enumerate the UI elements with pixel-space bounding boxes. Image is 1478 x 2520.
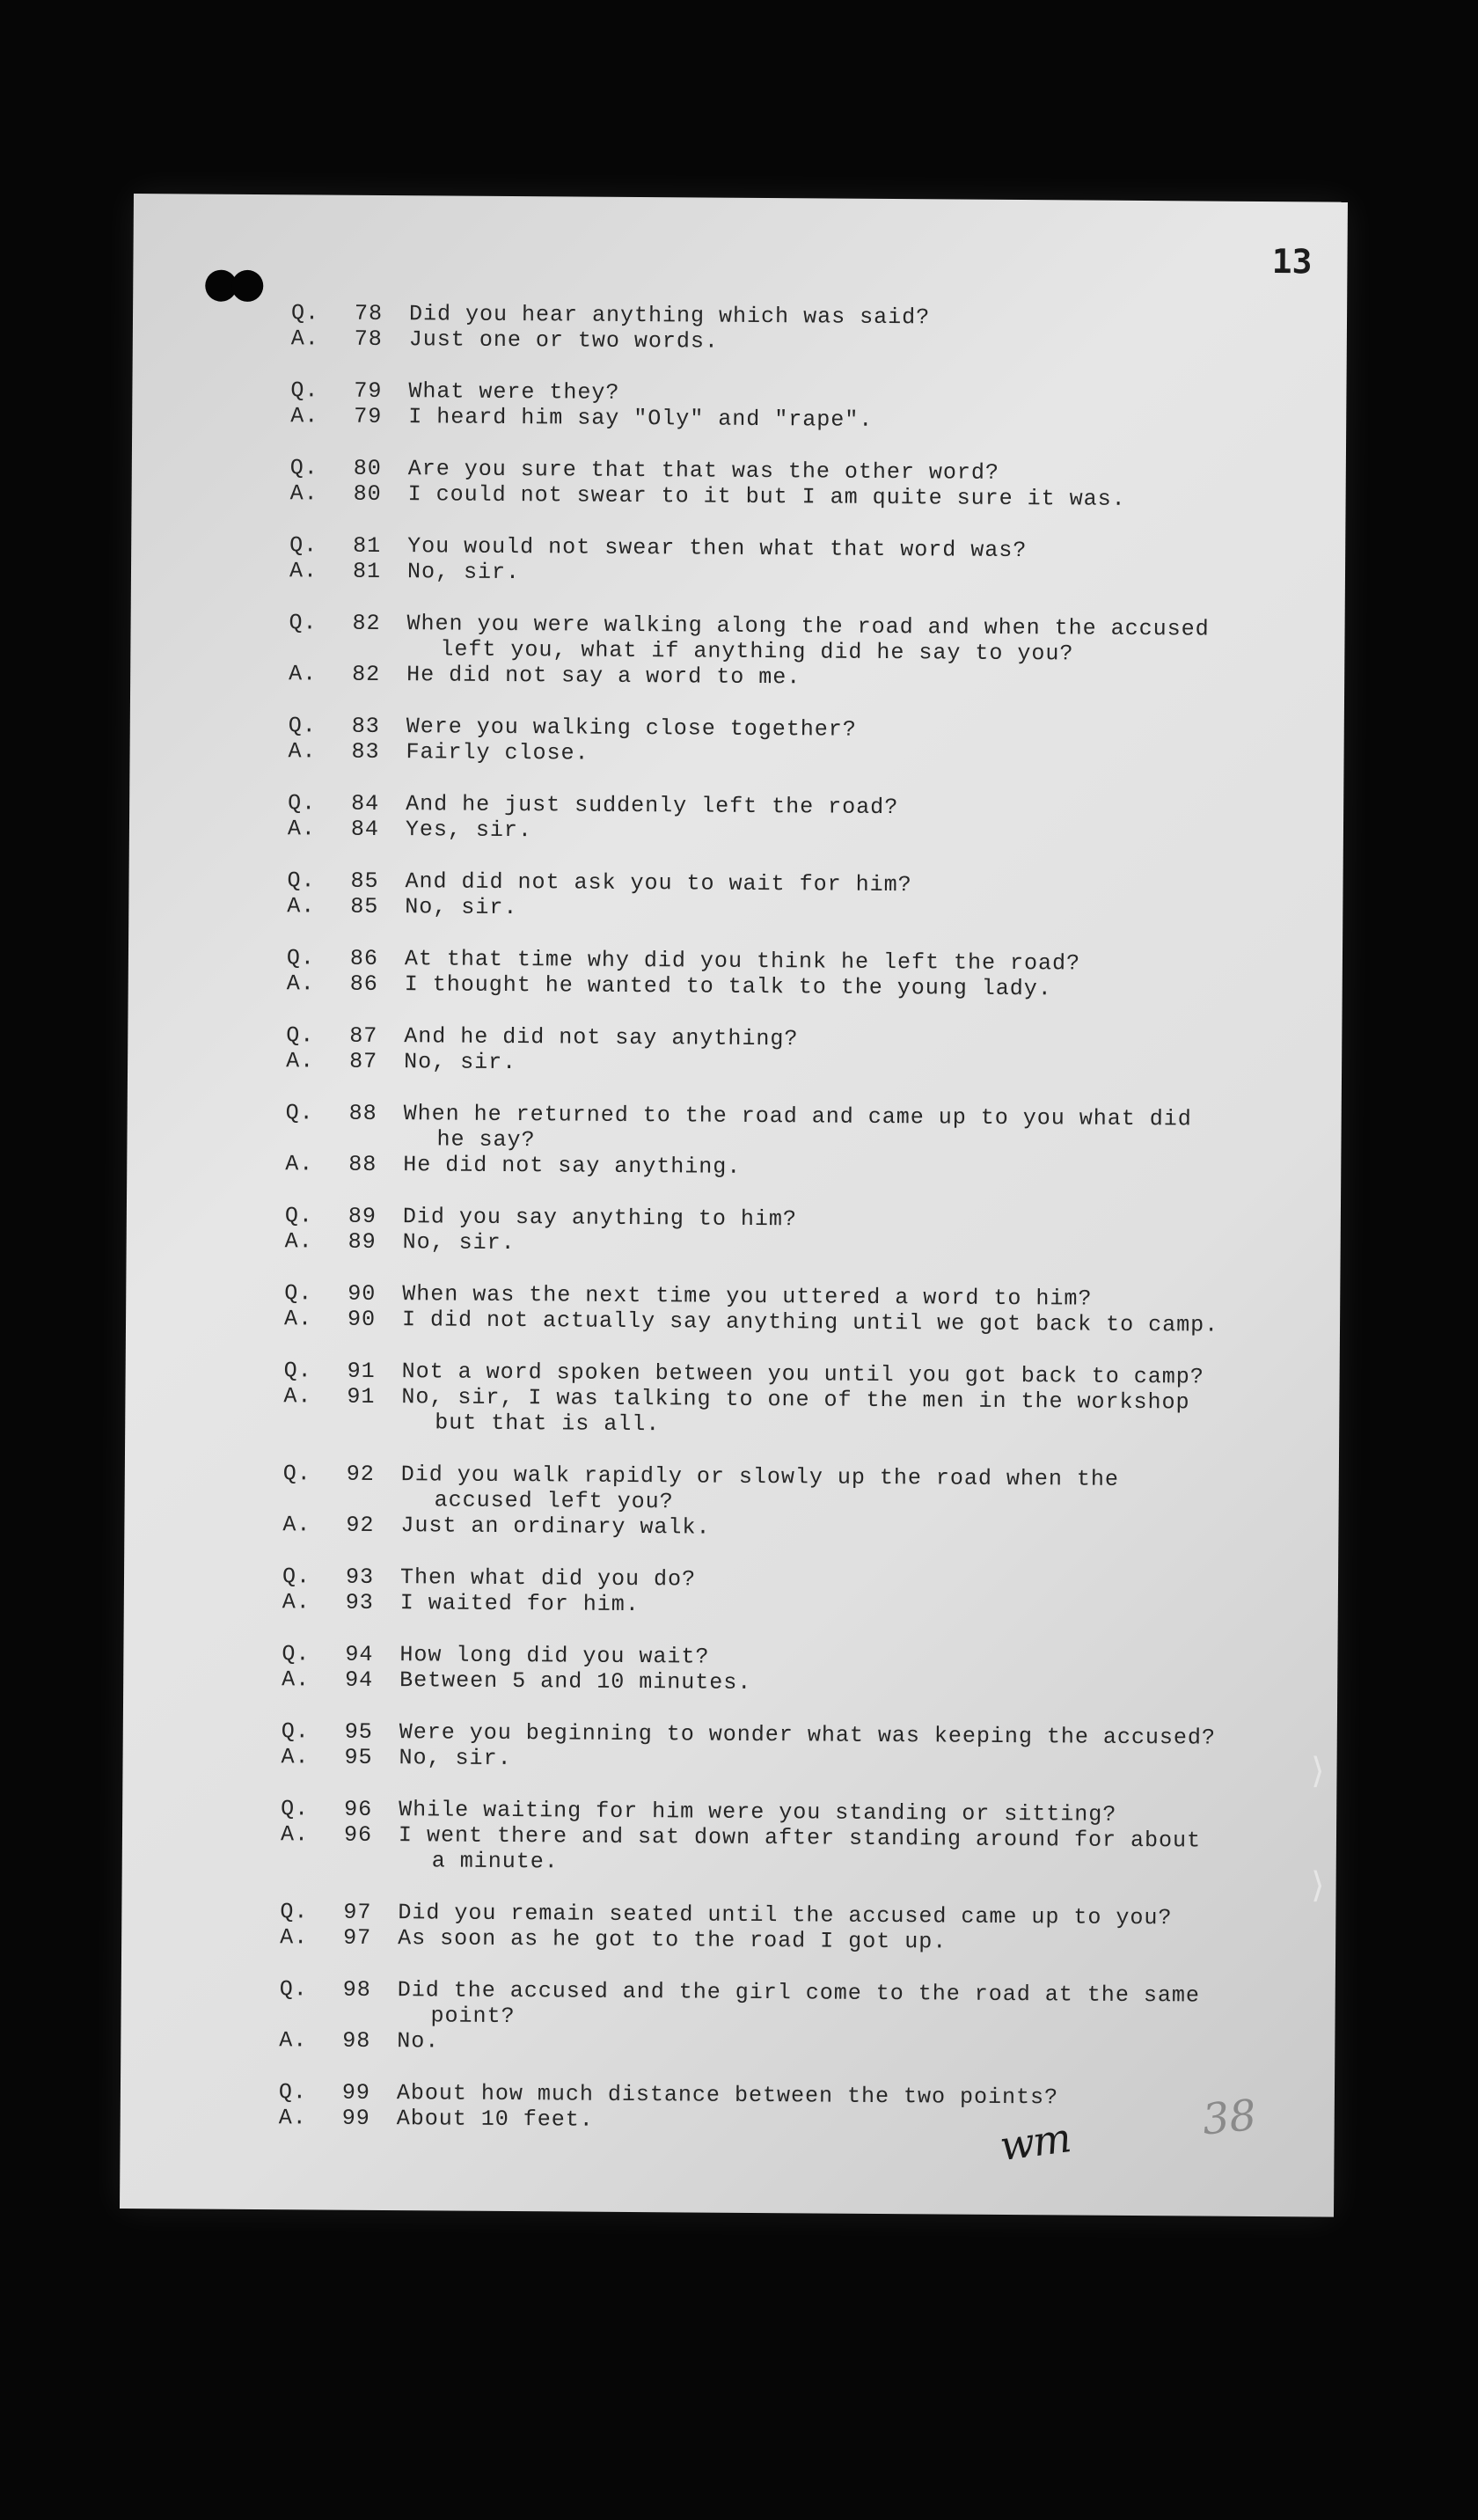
qa-entry <box>281 1718 1319 1776</box>
answer-text: No, sir, I was talking to one of the men in the workshop <box>401 1384 1190 1416</box>
line-number: 97 <box>343 1924 372 1951</box>
line-tag: Q. <box>287 868 316 894</box>
line-number: 86 <box>349 945 379 971</box>
answer-text: Just one or two words. <box>408 326 720 355</box>
transcript-entries <box>278 300 1329 2164</box>
qa-entry <box>284 1280 1322 1338</box>
line-number: 81 <box>353 532 382 559</box>
line-tag: Q. <box>288 713 317 739</box>
answer-text: I went there and sat down after standing around for about <box>398 1822 1202 1854</box>
line-tag: Q. <box>282 1641 311 1667</box>
line-number: 82 <box>352 661 381 687</box>
line-number: 78 <box>354 326 383 352</box>
line-number: 93 <box>345 1589 374 1615</box>
line-number: 98 <box>342 2027 371 2054</box>
question-text: Did the accused and the girl come to the road at the same <box>397 1977 1200 2009</box>
question-text: You would not swear then what that word was? <box>407 533 1028 564</box>
question-text: Did you hear anything which was said? <box>408 301 931 331</box>
line-tag: Q. <box>284 1203 314 1229</box>
line-number: 79 <box>354 377 383 404</box>
line-tag: A. <box>282 1667 311 1693</box>
question-text: And he did not say anything? <box>404 1023 799 1052</box>
answer-text: No, sir. <box>402 1229 516 1256</box>
line-number: 79 <box>354 403 383 429</box>
line-number: 95 <box>344 1718 373 1745</box>
answer-text: I waited for him. <box>399 1590 640 1618</box>
line-tag: A. <box>283 1306 313 1332</box>
qa-entry <box>281 1796 1320 1879</box>
handwritten-signature: wm <box>997 2113 1072 2171</box>
line-tag: A. <box>286 971 315 997</box>
question-text: Not a word spoken between you until you got back to camp? <box>401 1359 1204 1390</box>
line-tag: A. <box>280 1924 309 1951</box>
continuation-text: but that is all. <box>435 1410 661 1438</box>
answer-text: No, sir. <box>406 559 521 586</box>
line-tag: Q. <box>289 532 318 559</box>
line-number: 89 <box>348 1228 377 1255</box>
question-text: About how much distance between the two points? <box>396 2080 1059 2111</box>
line-tag: A. <box>285 1151 314 1177</box>
line-tag: Q. <box>286 945 316 971</box>
question-text: When you were walking along the road and when the accused <box>406 611 1210 642</box>
line-tag: A. <box>281 1744 310 1770</box>
question-text: And he just suddenly left the road? <box>406 791 899 821</box>
line-tag: A. <box>289 480 318 507</box>
line-number: 97 <box>343 1899 372 1925</box>
line-number: 96 <box>344 1796 373 1822</box>
line-number: 85 <box>350 868 379 894</box>
qa-entry <box>287 945 1325 1003</box>
line-number: 94 <box>345 1667 374 1693</box>
qa-entry <box>285 1100 1324 1183</box>
answer-text: He did not say a word to me. <box>406 662 801 691</box>
qa-entry <box>282 1461 1321 1544</box>
line-tag: Q. <box>285 1100 314 1126</box>
line-number: 78 <box>354 300 384 326</box>
line-tag: A. <box>278 2105 307 2131</box>
question-text: Did you walk rapidly or slowly up the road when the <box>400 1461 1120 1492</box>
line-number: 89 <box>348 1203 377 1229</box>
line-tag: A. <box>290 403 319 429</box>
line-tag: A. <box>283 1383 312 1410</box>
qa-entry <box>290 377 1328 436</box>
line-number: 80 <box>353 455 382 481</box>
line-number: 83 <box>351 738 380 765</box>
line-tag: A. <box>289 661 318 687</box>
question-text: Then what did you do? <box>399 1564 697 1593</box>
line-tag: A. <box>284 1228 313 1255</box>
question-text: Did you say anything to him? <box>402 1204 798 1233</box>
line-tag: Q. <box>290 300 320 326</box>
line-number: 99 <box>341 2079 371 2106</box>
page-number: 13 <box>1271 242 1313 282</box>
answer-text: I thought he wanted to talk to the young lady. <box>404 971 1052 1002</box>
answer-text: No, sir. <box>405 894 518 921</box>
answer-text: He did not say anything. <box>403 1152 742 1180</box>
qa-entry <box>286 1022 1324 1081</box>
line-tag: A. <box>279 2027 308 2054</box>
qa-entry <box>282 1564 1321 1622</box>
line-number: 90 <box>348 1280 377 1307</box>
line-tag: Q. <box>284 1280 313 1307</box>
qa-entry <box>279 2079 1317 2137</box>
line-number: 84 <box>350 816 380 842</box>
line-tag: Q. <box>286 1022 315 1049</box>
line-tag: A. <box>288 738 317 765</box>
binding-mark: ⟩ <box>1311 1751 1325 1791</box>
question-text: At that time why did you think he left the road? <box>404 946 1081 977</box>
answer-text: Just an ordinary walk. <box>400 1513 711 1541</box>
line-number: 91 <box>347 1358 376 1384</box>
line-number: 85 <box>350 893 379 919</box>
line-tag: A. <box>287 816 317 842</box>
line-tag: A. <box>287 893 316 919</box>
line-number: 84 <box>351 790 380 817</box>
question-text: Did you remain seated until the accused came up to you? <box>398 1900 1173 1931</box>
line-number: 92 <box>346 1461 375 1487</box>
qa-entry <box>289 532 1328 590</box>
line-tag: Q. <box>281 1718 310 1745</box>
line-number: 96 <box>343 1821 373 1848</box>
question-text: While waiting for him were you standing or sitting? <box>399 1797 1117 1828</box>
line-number: 91 <box>347 1383 376 1410</box>
answer-text: No. <box>397 2028 440 2055</box>
answer-text: No, sir. <box>399 1745 512 1772</box>
line-tag: Q. <box>280 1899 309 1925</box>
line-number: 94 <box>345 1641 374 1667</box>
line-tag: A. <box>289 558 318 584</box>
line-number: 98 <box>342 1976 371 2003</box>
qa-entry <box>288 713 1326 771</box>
line-tag: Q. <box>290 377 319 404</box>
answer-text: Fairly close. <box>406 739 589 766</box>
line-number: 83 <box>351 713 380 739</box>
line-tag: A. <box>280 1821 310 1848</box>
line-number: 82 <box>352 610 381 636</box>
question-text: What were they? <box>408 378 620 406</box>
line-number: 80 <box>353 480 382 507</box>
line-tag: Q. <box>282 1461 311 1487</box>
line-tag: Q. <box>281 1796 310 1822</box>
answer-text: Yes, sir. <box>405 817 533 844</box>
answer-text: I heard him say "Oly" and "rape". <box>408 404 874 433</box>
qa-entry <box>287 868 1325 926</box>
question-text: Were you walking close together? <box>406 714 857 743</box>
question-text: When was the next time you uttered a word to him? <box>402 1281 1093 1312</box>
qa-entry <box>285 1203 1323 1261</box>
qa-entry <box>289 610 1328 693</box>
line-tag: A. <box>282 1512 311 1538</box>
answer-text: Between 5 and 10 minutes. <box>399 1667 752 1696</box>
line-tag: Q. <box>279 1976 308 2003</box>
answer-text: I could not swear to it but I am quite sure it was. <box>407 481 1126 512</box>
line-number: 99 <box>341 2105 370 2131</box>
line-number: 90 <box>347 1306 377 1332</box>
line-number: 88 <box>348 1100 377 1126</box>
qa-entry <box>290 455 1328 513</box>
line-tag: Q. <box>283 1358 312 1384</box>
line-tag: Q. <box>289 455 318 481</box>
continuation-text: a minute. <box>431 1848 559 1875</box>
document-page <box>120 194 1348 2217</box>
question-text: Are you sure that that was the other word? <box>407 456 1000 486</box>
qa-entry <box>288 790 1326 848</box>
line-number: 87 <box>349 1022 378 1049</box>
answer-text: I did not actually say anything until we got back to camp. <box>401 1307 1219 1338</box>
question-text: When he returned to the road and came up to you what did <box>403 1101 1192 1132</box>
line-number: 86 <box>349 971 378 997</box>
line-tag: A. <box>286 1048 315 1074</box>
question-text: Were you beginning to wonder what was keeping the accused? <box>399 1719 1217 1751</box>
continuation-text: point? <box>430 2003 516 2030</box>
line-number: 92 <box>346 1512 375 1538</box>
qa-entry <box>279 1976 1318 2060</box>
question-text: And did not ask you to wait for him? <box>405 868 912 898</box>
line-tag: A. <box>282 1589 311 1615</box>
qa-entry <box>291 300 1329 358</box>
line-number: 93 <box>345 1564 375 1590</box>
qa-entry <box>280 1899 1318 1957</box>
line-tag: Q. <box>282 1564 311 1590</box>
line-number: 95 <box>344 1744 373 1770</box>
line-number: 87 <box>349 1048 378 1074</box>
line-tag: Q. <box>278 2079 308 2106</box>
qa-entry <box>283 1358 1322 1441</box>
punch-hole <box>231 270 263 302</box>
continuation-text: accused left you? <box>434 1487 674 1515</box>
answer-text: No, sir. <box>404 1049 517 1076</box>
folio-number: 38 <box>1200 2090 1259 2145</box>
qa-entry <box>282 1641 1320 1699</box>
answer-text: About 10 feet. <box>396 2106 594 2133</box>
question-text: How long did you wait? <box>399 1642 710 1670</box>
line-tag: Q. <box>288 790 317 817</box>
continuation-text: he say? <box>436 1126 536 1154</box>
answer-text: As soon as he got to the road I got up. <box>398 1925 948 1955</box>
line-tag: Q. <box>289 610 318 636</box>
binding-mark: ⟩ <box>1311 1865 1325 1906</box>
line-number: 88 <box>348 1151 377 1177</box>
line-number: 81 <box>352 558 382 584</box>
line-tag: A. <box>290 326 319 352</box>
continuation-text: left you, what if anything did he say to you? <box>440 636 1074 667</box>
